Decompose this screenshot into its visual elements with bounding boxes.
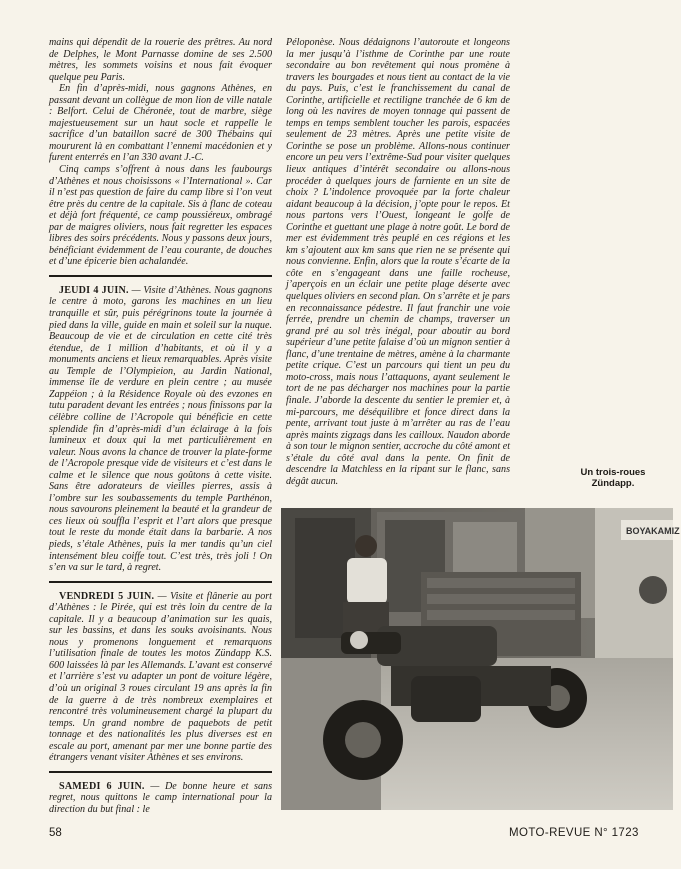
left-text-column: [49, 37, 272, 815]
paragraph: Péloponèse. Nous dédaignons l’autoroute et longeons la mer jusqu’à l’isthme de Corinthe par une route secondaire au bon revêtement qui nous promène à travers les bourgades et nous tient au contact de la vie du pays. Puis, c’est le franchissement du canal de Corinthe, artificielle et rectiligne tranchée de 6 km de long où les navires de moyen tonnage qui passent de temps en temps semblent toucher les parois, espacées seulement de 23 mètres. Après une petite visite de Corinthe se pose un problème. Allons-nous continuer encore un peu vers l’extrême-Sud pour visiter quelques lieux antiques d’intérêt secondaire ou allons-nous procéder à quelques jours de farniente en un site de choix ? L’indolence provoquée par la forte chaleur aidant beaucoup à la décision, j’opte pour le repos. Et nous partons vers l’Ouest, longeant le golfe de Corinthe et guettant une plage à notre goût. Le bord de mer est évidemment très peuplé en ces régions et les km s’ajoutent aux km sans que rien ne se présente qui nous convienne. Enfin, alors que la route s’écarte de la côte en s’engageant dans une faille rocheuse, j’aperçois en un éclair une petite plage déserte avec quelques oliviers en second plan. On s’arrête et je pars en reconnaissance pédestre. Il faut franchir une voie ferrée, prendre un chemin de champs, traverser un grand pré au sol très inégal, pour aboutir au bord supérieur d’une petite falaise d’où un mignon sentier à flanc, d’une trentaine de mètres, amène à la charmante petite crique. C’est un parcours qui tient un peu du moto-cross, mais nous l’attaquons, ayant seulement le tort de ne pas décharger nos machines pour la partie finale. J’aborde la descente du sentier le premier et, à mi-parcours, me déséquilibre et fonce direct dans la pente, arrivant tout juste à m’arrêter au ras de l’eau après maints zigzags dans les cailloux. Naudon aborde à son tour le mignon sentier, accroche du côté amont et s’étale du côté aval dans la pente. On finit de descendre la Matchless en la ripant sur le flanc, sans dégât aucun.: [286, 37, 510, 487]
shop-sign: BOYAKAMIZ: [626, 526, 680, 536]
entry-text: — Visite d’Athènes. Nous gagnons le centre à moto, garons les machines en un lieu tranquille et sûr, puis pérégrinons toute la journée à pied dans la ville, guide en main et soleil sur la nuque. Beaucoup de vie et de circulation en cette cité très étendue, de 1 million d’habitants, et où il y a monuments anciens et lieux remarquables. Après visite au Temple de l’Olympieion, au Jardin National, immense île de verdure en plein centre ; au musée Zappéion ; à la Résidence Royale où des evzones en tutu paradent devant les entrées ; nous finissons par la célèbre colline de l’Acropole qui bénéficie en cette splendide fin d’après-midi d’un éclairage à la fois lumineux et doux qui la met particulièrement en valeur. Nous avons la chance de trouver la plate-forme de l’Acropole presque vide de visiteurs et c’est dans le calme et le silence que nous goûtons à cette visite. Sans être adorateurs de vieilles pierres, assis à l’ombre sur les soubassements du temple Parthénon, nous savourons pleinement la beauté et la grandeur de ces lieux où souffla l’esprit et l’art alors que presque tout le reste du monde était dans la barbarie. A nos pieds, s’étale Athènes, puis la mer tandis qu’un ciel intensément bleu coiffe tout. C’est très, très joli ! On s’en va sur le tard, à regret.: [49, 284, 273, 574]
entry-date: JEUDI 4 JUIN.: [59, 284, 129, 296]
entry-text: — Visite et flânerie au port d’Athènes : le Pirée, qui est très loin du centre de la capitale. Il y a beaucoup d’animation sur les quais, sur les bassins, et dans les souks avoisinants. Nous nous y promenons longuement et remarquons l’utilisation finale de toutes les motos Zündapp K.S. 600 laissées là par les Allemands. L’avant est conservé et l’arrière s’est vu adapter un pont de voiture légère, d’où un original 3 roues circulant 19 ans après la fin de la guerre à de très nombreux exemplaires et rencontré très volumineusement chargé la plupart du temps. Un grand nombre de paquebots de petit tonnage et des nationalités les plus diverses est en escale au port, amenant par mer une bonne partie des étrangers venant visiter Athènes et ses environs.: [49, 590, 272, 764]
entry-date: SAMEDI 6 JUIN.: [59, 780, 145, 792]
caption-line: Un trois-roues: [580, 467, 646, 478]
paragraph: mains qui dépendit de la rouerie des prêtres. Au nord de Delphes, le Mont Parnasse domine de ses 2.500 mètres, les sommets voisins et nous fait évoquer quelque peu Paris.: [49, 37, 272, 83]
caption-line: Zündapp.: [591, 478, 635, 489]
section-divider: [49, 581, 272, 583]
magazine-issue: MOTO-REVUE N° 1723: [509, 827, 639, 839]
diary-entry-saturday: [49, 781, 272, 816]
section-divider: [49, 771, 272, 773]
page-number: 58: [49, 827, 62, 839]
photo-zundapp-three-wheeler: [281, 508, 680, 810]
entry-text: — De bonne heure et sans regret, nous quittons le camp international pour la direction du but final : le: [49, 780, 273, 815]
paragraph: En fin d’après-midi, nous gagnons Athènes, en passant devant un collègue de mon lion de ville natale : Belfort. Celui de Chéronée, tout de marbre, siège majestueusement sur un haut socle et rappelle le sacrifice d’un bataillon sacré de 300 Thébains qui moururent là en combattant l’ennemi macédonien et y furent enterrés en l’an 330 avant J.-C.: [49, 83, 272, 164]
diary-entry-friday: [49, 591, 272, 764]
photo-caption: [553, 467, 673, 489]
right-text-column: [286, 37, 510, 487]
entry-date: VENDREDI 5 JUIN.: [59, 590, 155, 602]
diary-entry-thursday: [49, 285, 272, 574]
section-divider: [49, 275, 272, 277]
photo-illustration: [281, 508, 680, 810]
paragraph: Cinq camps s’offrent à nous dans les faubourgs d’Athènes et nous choisissons « l’International ». Car il n’est pas question de faire du camp libre si l’on veut être près du centre de la capitale. Sis à flanc de coteau et déjà fort fréquenté, ce camp poussiéreux, ombragé par de maigres oliviers, nous fait regretter les espaces libres des soirs précédents. Nous y passons deux jours, bénéficiant évidemment de l’eau courante, de douches et d’une épicerie bien achalandée.: [49, 164, 272, 268]
